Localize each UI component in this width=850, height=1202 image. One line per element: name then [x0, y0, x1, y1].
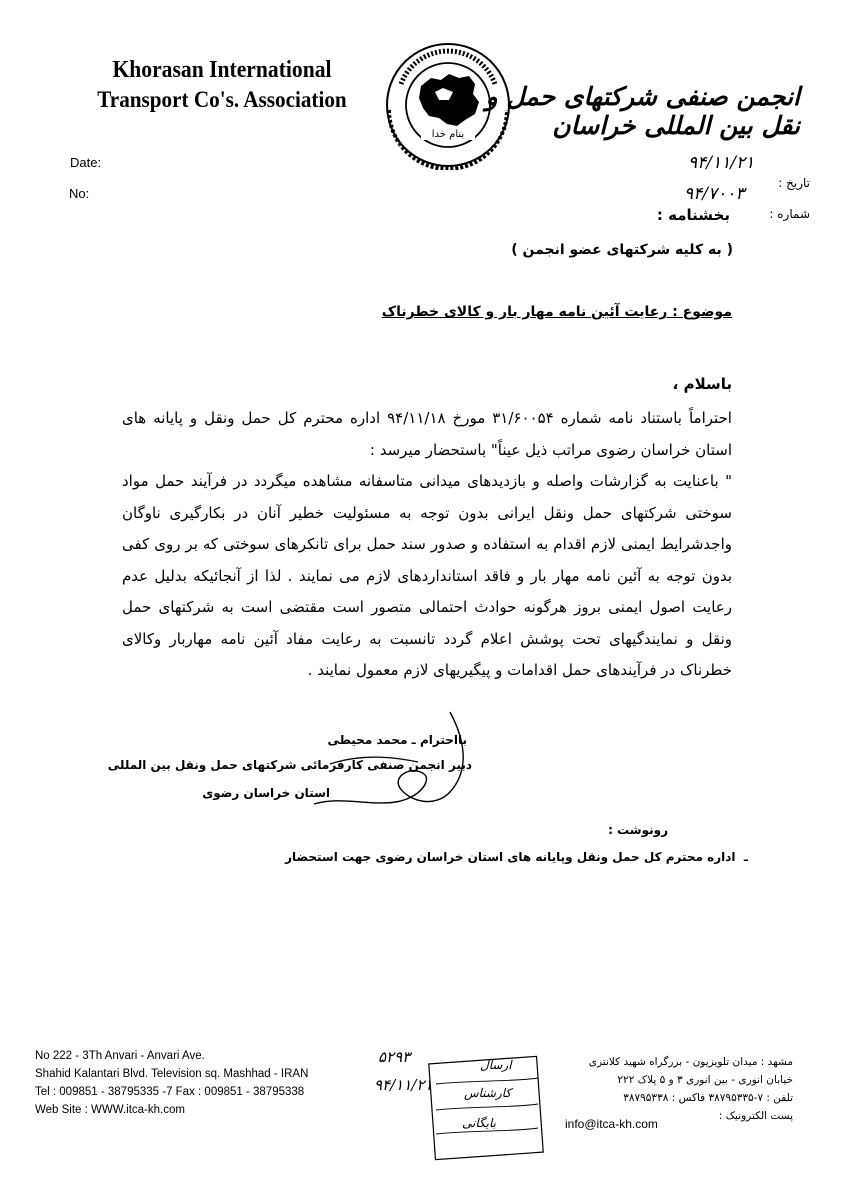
cc-item — [285, 850, 748, 864]
org-name-en-line2: Transport Co's. Association — [97, 87, 347, 112]
letter-body — [122, 403, 732, 687]
org-name-en-line1: Khorasan International — [112, 57, 332, 83]
cc-label: رونوشت : — [608, 823, 668, 837]
footer-fa-email-label: پست الکترونیک : — [718, 1110, 793, 1122]
footer-en-web: Web Site : WWW.itca-kh.com — [35, 1104, 185, 1116]
footer-en-tel: Tel : 009851 - 38795335 -7 Fax : 009851 - 38795338 — [35, 1086, 305, 1098]
footer-fa-address2: خیابان انوری - بین انوری ۳ و ۵ پلاک ۲۲۲ — [617, 1074, 793, 1086]
circular-label: بخشنامه : — [656, 206, 730, 224]
date-label-en: Date: — [70, 155, 102, 170]
stamp-line-archive: بایگانی — [462, 1116, 496, 1130]
org-name-en — [72, 55, 372, 115]
handwritten-signature — [300, 710, 480, 820]
footer-fa-tel: تلفن : ۷-۳۸۷۹۵۳۳۵ فاکس : ۳۸۷۹۵۳۳۸ — [623, 1092, 793, 1104]
letter-number-value: ۹۴/۷۰۰۳ — [684, 184, 745, 204]
number-label-fa: شماره : — [769, 207, 810, 221]
stamp-number: ۵۲۹۳ — [378, 1048, 411, 1066]
subject-line: موضوع : رعایت آئین نامه مهار بار و کالای خطرناک — [381, 304, 732, 320]
signatory-title-line2: استان خراسان رضوی — [202, 786, 330, 800]
association-seal-logo — [383, 40, 513, 170]
letter-date-value: ۹۴/۱۱/۲۱ — [688, 153, 755, 173]
footer-en — [35, 1047, 355, 1119]
received-stamp — [372, 1040, 552, 1162]
cc-item-text: اداره محترم کل حمل ونقل وپایانه های استان خراسان رضوی جهت استحضار — [285, 850, 736, 864]
greeting: باسلام ، — [672, 375, 732, 393]
recipient-line: ( به کلیه شرکتهای عضو انجمن ) — [511, 242, 733, 258]
body-paragraph-intro: احتراماً باستناد نامه شماره ۳۱/۶۰۰۵۴ مورخ ۹۴/۱۱/۱۸ اداره محترم کل حمل ونقل و پایانه های استان خراسان رضوی مراتب ذیل عیناً" باستحضار میرسد : — [122, 409, 732, 459]
cc-bullet: ـ — [735, 850, 748, 864]
signatory-title-line1: دبیر انجمن صنفی کارفرمائی شرکتهای حمل ونقل بین المللی — [107, 758, 472, 772]
stamp-line-expert: کارشناس — [464, 1086, 512, 1100]
stamp-line-sent: ارسال — [480, 1058, 512, 1072]
regards-signatory: بااحترام ـ محمد محیطی — [327, 733, 467, 747]
org-name-fa: انجمن صنفی شرکتهای حمل و نقل بین المللی خراسان — [485, 82, 800, 140]
footer-fa — [553, 1053, 793, 1125]
seal-motto: بنام خدا — [421, 129, 475, 140]
footer-en-address2: Shahid Kalantari Blvd. Television sq. Mashhad - IRAN — [35, 1068, 309, 1080]
date-label-fa: تاریخ : — [778, 176, 810, 190]
footer-fa-address1: مشهد : میدان تلویزیون - بزرگراه شهید کلانتری — [588, 1056, 793, 1068]
number-label-en: No: — [69, 186, 90, 201]
stamp-date: ۹۴/۱۱/۲۱ — [374, 1076, 433, 1094]
footer-en-address1: No 222 - 3Th Anvari - Anvari Ave. — [35, 1050, 205, 1062]
body-paragraph-main: " باعنایت به گزارشات واصله و بازدیدهای میدانی متاسفانه مشاهده میگردد در فرآیند حمل مواد سوختی شرکتهای حمل ونقل ایرانی بدون توجه به مسئولیت خطیر آنان در بکارگیری ناوگان واجدشرایط ایمنی لازم اقدام به استفاده و صدور سند حمل برای تانکرهای سوختی که بر روی کفی بدون توجه به آئین نامه مهار بار و فاقد استانداردهای لازم می نمایند . لذا از آنجائیکه بدلیل عدم رعایت اصول ایمنی بروز هرگونه حوادث احتمالی متصور است مقتضی است به شرکتهای حمل ونقل و نمایندگیهای تحت پوشش اعلام گردد تانسبت به رعایت مفاد آئین نامه مهاربار وکالای خطرناک در فرآیندهای حمل اقدامات و پیگیریهای لازم معمول نمایند . — [122, 472, 732, 679]
footer-email: info@itca-kh.com — [565, 1117, 658, 1131]
